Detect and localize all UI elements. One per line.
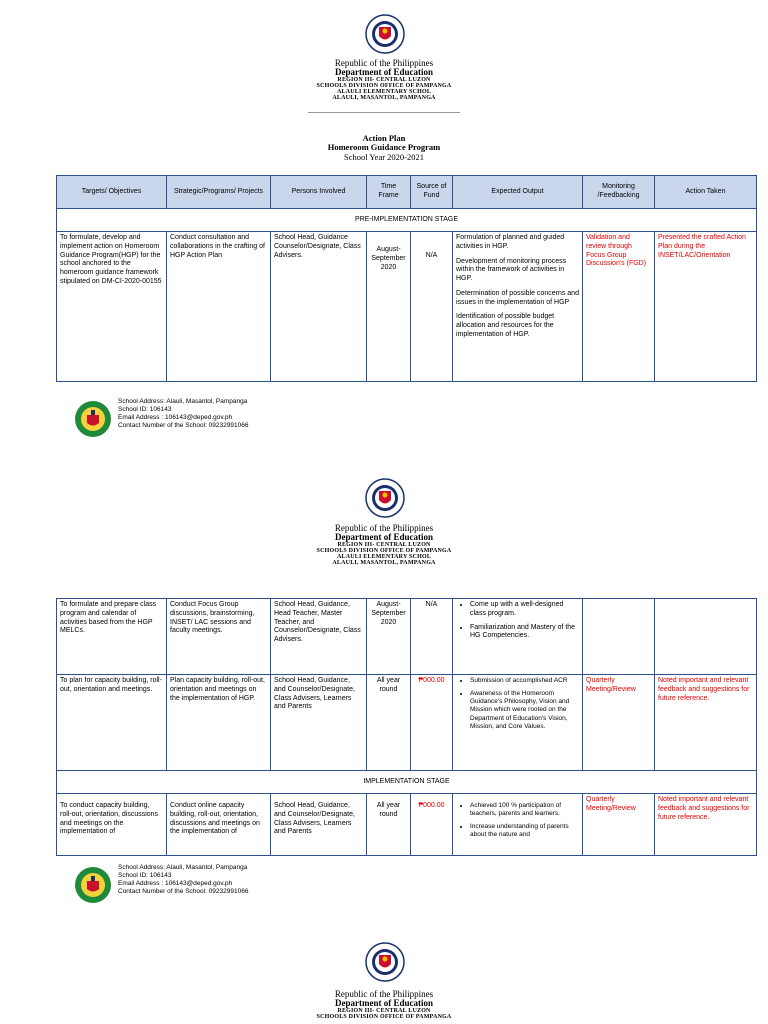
school-footer: [74, 398, 334, 438]
header-divider: [308, 112, 460, 113]
table-header-row: [57, 176, 757, 209]
deped-seal-icon: [365, 478, 405, 518]
footer-text: [118, 864, 248, 897]
header-department: Department of Education: [335, 67, 433, 77]
header-region: REGION III- CENTRAL LUZON: [337, 1008, 431, 1014]
header-division: SCHOOLS DIVISION OFFICE OF PAMPANGA: [316, 1014, 452, 1020]
header-department: Department of Education: [335, 532, 433, 542]
persons-cell: School Head, Guidance, Head Teacher, Master Teacher, and Counselor/Designate, Class Advisers.: [271, 599, 367, 675]
deped-seal-icon: [365, 942, 405, 982]
time-cell: All year round: [367, 794, 411, 856]
output-cell: [453, 794, 583, 856]
strategy-cell: Conduct Focus Group discussions, brainstorming, INSET/ LAC sessions and faculty meetings.: [167, 599, 271, 675]
action-cell: Noted important and relevant feedback and suggestions for future reference.: [655, 675, 757, 771]
monitoring-cell: [583, 599, 655, 675]
title-line-1: Action Plan: [362, 133, 406, 143]
output-list: [456, 601, 579, 641]
output-item: • Come up with a well-designed class program.: [470, 601, 579, 619]
stage-row: [57, 771, 757, 794]
footer-contact: Contact Number of the School: 09232991066: [118, 422, 249, 430]
col-header-output: Expected Output: [453, 176, 583, 209]
header-region: REGION III- CENTRAL LUZON: [337, 542, 431, 548]
output-item: Determination of possible concerns and issues in the implementation of HGP: [456, 289, 579, 306]
footer-school-id: School ID: 106143: [118, 872, 172, 880]
col-header-persons: Persons Involved: [271, 176, 367, 209]
col-header-strategies: Strategic/Programs/ Projects: [167, 176, 271, 209]
action-cell: Presented the crafted Action Plan during the INSET/LAC/Orientation: [655, 232, 757, 382]
col-header-fund: Source of Fund: [411, 176, 453, 209]
footer-email: Email Address : 106143@deped.gov.ph: [118, 414, 233, 422]
time-cell: All year round: [367, 675, 411, 771]
fund-cell: N/A: [411, 232, 453, 382]
title-line-3: School Year 2020-2021: [343, 151, 425, 162]
school-footer: [74, 864, 334, 904]
persons-cell: School Head, Guidance Counselor/Designate, Class Advisers.: [271, 232, 367, 382]
monitoring-cell: Quarterly Meeting/Review: [583, 675, 655, 771]
persons-cell: School Head, Guidance, and Counselor/Designate, Class Advisers, Learners and Parents: [271, 675, 367, 771]
time-cell: August-September 2020: [367, 599, 411, 675]
output-item: • Achieved 100 % participation of teachers, parents and learners.: [470, 802, 579, 818]
stage-row: [57, 209, 757, 232]
table-row: [57, 599, 757, 675]
header-division: SCHOOLS DIVISION OFFICE OF PAMPANGA: [316, 548, 452, 554]
header-location: ALAULI, MASANTOL, PAMPANGA: [332, 560, 436, 566]
strategy-cell: Conduct consultation and collaborations in the crafting of HGP Action Plan: [167, 232, 271, 382]
fund-cell: ₱000.00: [411, 794, 453, 856]
table-row: [57, 794, 757, 856]
header-division: SCHOOLS DIVISION OFFICE OF PAMPANGA: [316, 83, 452, 89]
footer-address: School Address: Alauli, Masantol, Pampanga: [118, 398, 248, 405]
title-line-2: Homeroom Guidance Program: [327, 142, 441, 153]
output-item: Formulation of planned and guided activities in HGP.: [456, 234, 565, 250]
output-cell: [453, 599, 583, 675]
header-republic: Republic of the Philippines: [334, 989, 434, 999]
fund-cell: N/A: [411, 599, 453, 675]
header-region: REGION III- CENTRAL LUZON: [337, 77, 431, 83]
header-location: ALAULI, MASANTOL, PAMPANGA: [332, 95, 436, 101]
output-item: Identification of possible budget allocation and resources for the implementation of HGP.: [456, 313, 555, 338]
action-plan-table-2: [56, 598, 757, 856]
letterhead: [0, 59, 768, 101]
monitoring-cell: Quarterly Meeting/Review: [583, 794, 655, 856]
pre-implementation-stage: PRE-IMPLEMENTATION STAGE: [57, 209, 757, 232]
strategy-cell: Plan capacity building, roll-out, orientation and meetings on the implementation of HGP.: [167, 675, 271, 771]
footer-contact: Contact Number of the School: 09232991066: [118, 888, 249, 896]
implementation-stage: IMPLEMENTATION STAGE: [57, 771, 757, 794]
action-cell: [655, 599, 757, 675]
action-plan-table-1: [56, 175, 757, 382]
header-department: Department of Education: [335, 998, 433, 1008]
output-item: • Awareness of the Homeroom Guidance's Philosophy, Vision and Mission which were rooted on the Department of Education's Vision, Mission, and Core Values.: [470, 690, 579, 731]
target-cell: To plan for capacity building, roll-out, orientation and meetings.: [57, 675, 167, 771]
output-item: Development of monitoring process within the framework of activities in HGP.: [456, 257, 567, 282]
table-row: [57, 232, 757, 382]
output-cell: [453, 232, 583, 382]
school-logo-icon: [74, 400, 112, 438]
header-school: ALAULI ELEMENTARY SCHOL: [336, 554, 432, 560]
action-cell: Noted important and relevant feedback and suggestions for future reference.: [655, 794, 757, 856]
target-cell: To conduct capacity building, roll-out, orientation, discussions and meetings on the implementation of: [57, 794, 167, 856]
persons-cell: School Head, Guidance, and Counselor/Designate, Class Advisers, Learners and Parents: [271, 794, 367, 856]
strategy-cell: Conduct online capacity building, roll-out, orientation, discussions and meetings on the implementation of: [167, 794, 271, 856]
output-item: • Submission of accomplished ACR: [470, 677, 579, 685]
target-cell: To formulate, develop and implement action on Homeroom Guidance Program(HGP) for the school anchored to the homeroom guidance framework stipulated on DM-CI-2020-00155: [57, 232, 167, 382]
header-republic: Republic of the Philippines: [334, 523, 434, 533]
output-list: [456, 796, 579, 840]
fund-cell: ₱000.00: [411, 675, 453, 771]
footer-email: Email Address : 106143@deped.gov.ph: [118, 880, 233, 888]
header-republic: Republic of the Philippines: [334, 58, 434, 68]
table-row: [57, 675, 757, 771]
monitoring-cell: Validation and review through Focus Group Discussion's (FGD): [583, 232, 655, 382]
footer-school-id: School ID: 106143: [118, 406, 172, 414]
output-list: [456, 677, 579, 731]
output-cell: [453, 675, 583, 771]
col-header-action: Action Taken: [655, 176, 757, 209]
letterhead: [0, 524, 768, 566]
school-logo-icon: [74, 866, 112, 904]
output-item: • Familiarization and Mastery of the HG Competencies.: [470, 624, 579, 642]
header-school: ALAULI ELEMENTARY SCHOL: [336, 89, 432, 95]
letterhead: [0, 990, 768, 1020]
target-cell: To formulate and prepare class program and calendar of activities based from the HGP MELCs.: [57, 599, 167, 675]
col-header-time: Time Frame: [367, 176, 411, 209]
deped-seal-icon: [365, 14, 405, 54]
footer-text: [118, 398, 248, 431]
col-header-targets: Targets/ Objectives: [57, 176, 167, 209]
col-header-monitoring: Monitoring /Feedbacking: [583, 176, 655, 209]
time-cell: August-September 2020: [367, 232, 411, 382]
output-item: • Increase understanding of parents about the nature and: [470, 823, 579, 839]
document-title: [0, 134, 768, 162]
footer-address: School Address: Alauli, Masantol, Pampanga: [118, 864, 248, 871]
